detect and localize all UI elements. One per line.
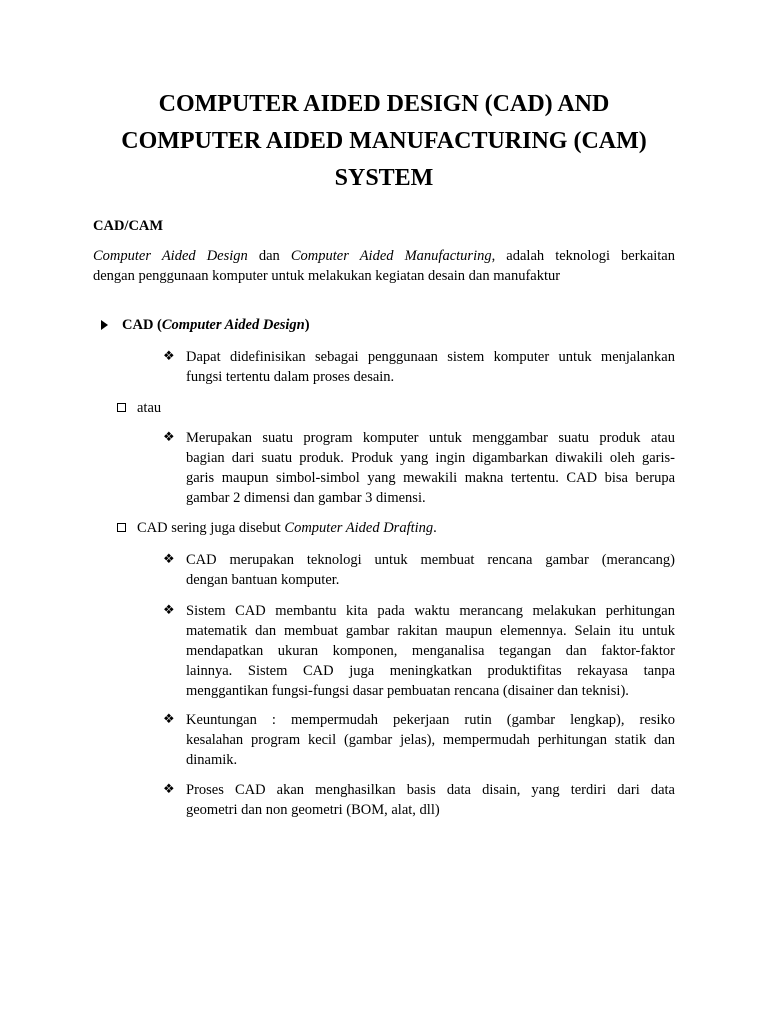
drafting-prefix: CAD sering juga disebut (137, 520, 285, 536)
item-process (186, 780, 675, 820)
drafting-line (137, 518, 437, 538)
four-diamond-bullet-icon: ❖ (163, 603, 175, 618)
item-technology (186, 550, 675, 590)
cad-heading-suffix: ) (304, 317, 310, 333)
intro-line-2: dengan penggunaan komputer untuk melakukan kegiatan desain dan manufaktur (93, 268, 561, 284)
item-advantages-line: kesalahan program kecil (gambar jelas), mempermudah perhitungan statik dan (186, 732, 675, 748)
drafting-term: Computer Aided Drafting (284, 520, 434, 536)
document-title (60, 86, 708, 197)
item-system-line: matematik dan membuat gambar rakitan maupun elemennya. Selain itu untuk (186, 623, 675, 639)
atau-label: atau (137, 400, 162, 416)
item-system-line: Sistem CAD membantu kita pada waktu merancang melakukan perhitungan (186, 603, 675, 619)
square-bullet-icon (117, 523, 126, 532)
arrow-bullet-icon (101, 320, 108, 330)
four-diamond-bullet-icon: ❖ (163, 430, 175, 445)
item-definition-line: fungsi tertentu dalam proses desain. (186, 369, 395, 385)
cad-heading-prefix: CAD ( (122, 317, 162, 333)
four-diamond-bullet-icon: ❖ (163, 552, 175, 567)
title-line-3: SYSTEM (334, 165, 434, 191)
item-program (186, 428, 675, 508)
item-technology-line: CAD merupakan teknologi untuk membuat rencana gambar (merancang) (186, 552, 675, 568)
item-process-line: Proses CAD akan menghasilkan basis data disain, yang terdiri dari data (186, 782, 675, 798)
intro-term-cad: Computer Aided Design (93, 248, 248, 264)
cad-heading (122, 315, 310, 335)
item-system-line: lainnya. Sistem CAD juga meningkatkan produktifitas rekayasa tanpa (186, 663, 675, 679)
item-definition-line: Dapat didefinisikan sebagai penggunaan sistem komputer untuk menjalankan (186, 349, 675, 365)
intro-paragraph (93, 246, 675, 286)
item-advantages-line: dinamik. (186, 752, 238, 768)
four-diamond-bullet-icon: ❖ (163, 782, 175, 797)
item-program-line: Merupakan suatu program komputer untuk menggambar suatu produk atau (186, 430, 675, 446)
item-program-line: bagian dari suatu produk. Produk yang ingin digambarkan diwakili oleh garis- (186, 450, 675, 466)
square-bullet-icon (117, 403, 126, 412)
four-diamond-bullet-icon: ❖ (163, 712, 175, 727)
item-process-line: geometri dan non geometri (BOM, alat, dll) (186, 802, 440, 818)
intro-term-cam: Computer Aided Manufacturing (290, 248, 492, 264)
intro-conj: dan (247, 248, 291, 264)
cad-heading-term: Computer Aided Design (161, 317, 305, 333)
item-system-line: mendapatkan ukuran komponen, menganalisa tegangan dan faktor-faktor (186, 643, 675, 659)
intro-rest: , adalah teknologi berkaitan (491, 248, 675, 264)
title-line-2: COMPUTER AIDED MANUFACTURING (CAM) (121, 128, 647, 154)
item-system (186, 601, 675, 701)
drafting-suffix: . (433, 520, 437, 536)
item-advantages-line: Keuntungan : mempermudah pekerjaan rutin (gambar lengkap), resiko (186, 712, 675, 728)
item-definition (186, 347, 675, 387)
item-program-line: gambar 2 dimensi dan gambar 3 dimensi. (186, 490, 426, 506)
item-technology-line: dengan bantuan komputer. (186, 572, 340, 588)
section-heading: CAD/CAM (93, 218, 164, 234)
item-advantages (186, 710, 675, 770)
intro-line-1 (93, 246, 675, 266)
four-diamond-bullet-icon: ❖ (163, 349, 175, 364)
item-program-line: garis maupun simbol-simbol yang mewakili makna tertentu. CAD bisa berupa (186, 470, 675, 486)
title-line-1: COMPUTER AIDED DESIGN (CAD) AND (158, 91, 610, 117)
item-system-line: menggantikan fungsi-fungsi dasar pembuatan rencana (disainer dan teknisi). (186, 683, 629, 699)
